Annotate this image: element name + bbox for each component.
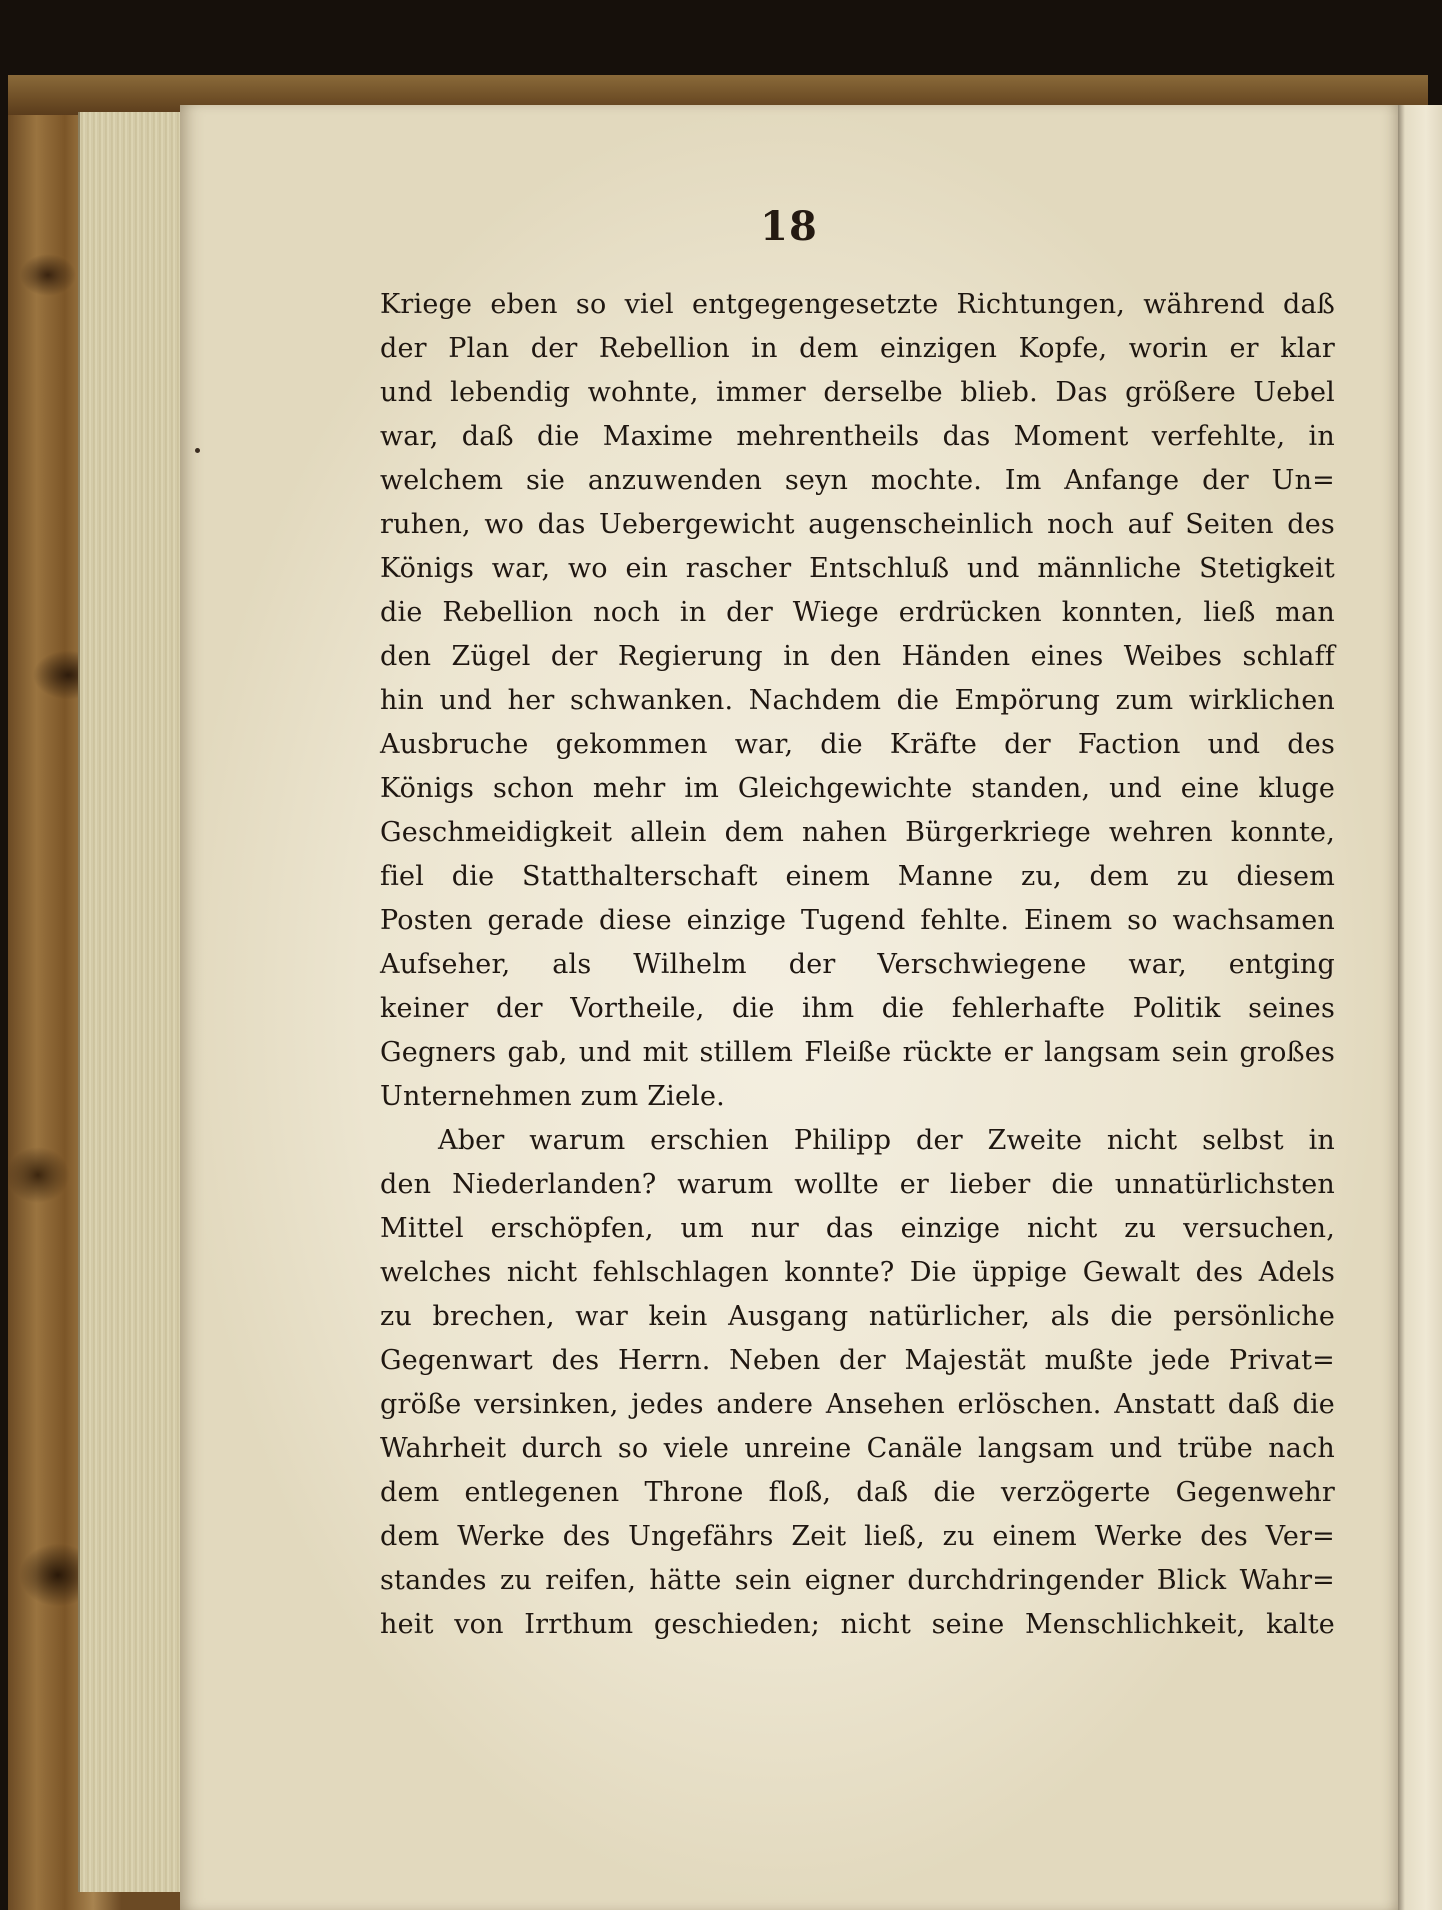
text-line-paragraph-end: Unternehmen zum Ziele.	[380, 1081, 725, 1112]
text-line: den Niederlanden? warum wollte er lieber die unnatürlichsten	[380, 1169, 1335, 1200]
text-line: keiner der Vortheile, die ihm die fehlerhafte Politik seines	[380, 993, 1335, 1024]
text-line: Königs war, wo ein rascher Entschluß und männliche Stetigkeit	[380, 553, 1335, 584]
text-line: Königs schon mehr im Gleichgewichte standen, und eine kluge	[380, 773, 1335, 804]
text-line: und lebendig wohnte, immer derselbe blieb. Das größere Uebel	[380, 377, 1335, 408]
text-line: ruhen, wo das Uebergewicht augenscheinlich noch auf Seiten des	[380, 509, 1335, 540]
page-number: 18	[760, 203, 818, 250]
text-line: dem Werke des Ungefährs Zeit ließ, zu einem Werke des Ver=	[380, 1521, 1335, 1552]
text-line: war, daß die Maxime mehrentheils das Moment verfehlte, in	[380, 421, 1335, 452]
text-line: Aufseher, als Wilhelm der Verschwiegene war, entging	[380, 949, 1335, 980]
text-line: größe versinken, jedes andere Ansehen erlöschen. Anstatt daß die	[380, 1389, 1335, 1420]
text-line: Ausbruche gekommen war, die Kräfte der Faction und des	[380, 729, 1335, 760]
page-text	[380, 283, 1335, 1647]
text-line: dem entlegenen Throne floß, daß die verzögerte Gegenwehr	[380, 1477, 1335, 1508]
text-line: welchem sie anzuwenden seyn mochte. Im Anfange der Un=	[380, 465, 1335, 496]
book-page	[180, 105, 1398, 1910]
text-line: der Plan der Rebellion in dem einzigen Kopfe, worin er klar	[380, 333, 1335, 364]
text-line: den Zügel der Regierung in den Händen eines Weibes schlaff	[380, 641, 1335, 672]
text-line: Geschmeidigkeit allein dem nahen Bürgerkriege wehren konnte,	[380, 817, 1335, 848]
text-line: Wahrheit durch so viele unreine Canäle langsam und trübe nach	[380, 1433, 1335, 1464]
text-line: zu brechen, war kein Ausgang natürlicher, als die persönliche	[380, 1301, 1335, 1332]
text-line: Gegenwart des Herrn. Neben der Majestät mußte jede Privat=	[380, 1345, 1335, 1376]
text-line: hin und her schwanken. Nachdem die Empörung zum wirklichen	[380, 685, 1335, 716]
text-line: fiel die Statthalterschaft einem Manne zu, dem zu diesem	[380, 861, 1335, 892]
text-line: Kriege eben so viel entgegengesetzte Richtungen, während daß	[380, 289, 1335, 320]
text-line: die Rebellion noch in der Wiege erdrücken konnten, ließ man	[380, 597, 1335, 628]
ink-speck	[195, 448, 200, 453]
text-line: Gegners gab, und mit stillem Fleiße rückte er langsam sein großes	[380, 1037, 1335, 1068]
page-edges	[78, 112, 190, 1892]
text-line: standes zu reifen, hätte sein eigner durchdringender Blick Wahr=	[380, 1565, 1335, 1596]
text-line: Mittel erschöpfen, um nur das einzige nicht zu versuchen,	[380, 1213, 1335, 1244]
text-line: heit von Irrthum geschieden; nicht seine Menschlichkeit, kalte	[380, 1609, 1335, 1640]
text-line-paragraph-start: Aber warum erschien Philipp der Zweite nicht selbst in	[438, 1125, 1335, 1156]
text-line: Posten gerade diese einzige Tugend fehlte. Einem so wachsamen	[380, 905, 1335, 936]
text-line: welches nicht fehlschlagen konnte? Die üppige Gewalt des Adels	[380, 1257, 1335, 1288]
